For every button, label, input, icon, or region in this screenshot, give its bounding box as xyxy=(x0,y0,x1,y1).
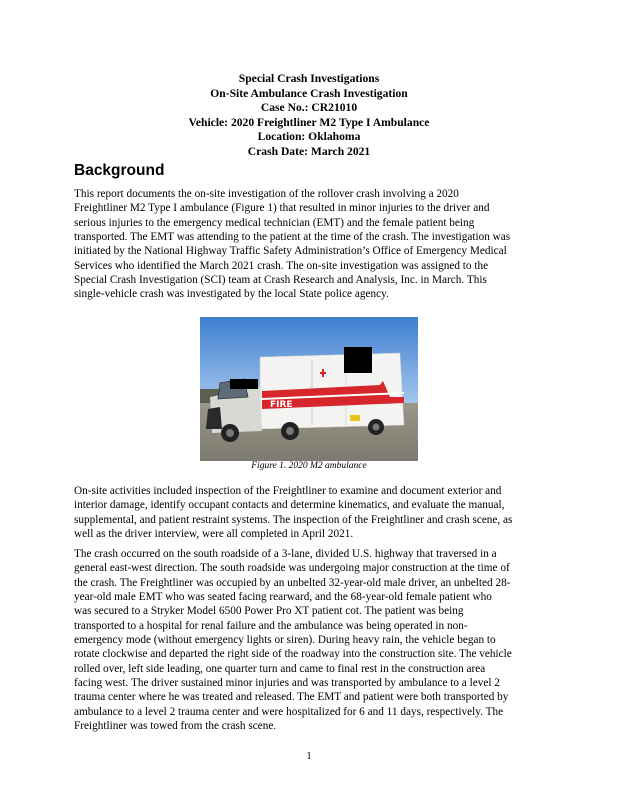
background-paragraph-1 xyxy=(74,187,550,302)
text-line: serious injuries to the emergency medical technician (EMT) and the female patient being xyxy=(74,216,475,229)
text-line: The crash occurred on the south roadside of a 3-lane, divided U.S. highway that traversed in a xyxy=(74,548,497,560)
text-line: rotate clockwise and departed the right side of the roadway into the construction site. The vehicle xyxy=(74,648,512,661)
text-line: On-site activities included inspection of the Freightliner to examine and document exterior and xyxy=(74,485,502,497)
text-line: general east-west direction. The south roadside was undergoing major construction at the time of xyxy=(74,562,510,575)
text-line: well as the driver interview, were all completed in April 2021. xyxy=(74,528,354,541)
report-header xyxy=(0,72,618,159)
text-line: Special Crash Investigation (SCI) team at Crash Research and Analysis, Inc. in March. This xyxy=(74,274,487,287)
text-line: Freightliner was towed from the crash scene. xyxy=(74,720,277,733)
text-line: interior damage, identify occupant contacts and determine kinematics, and evaluate the manual, xyxy=(74,499,505,512)
figure-ambulance-photo xyxy=(200,317,418,461)
text-line: facing west. The driver sustained minor injuries and was transported by ambulance to a level 2 xyxy=(74,677,500,690)
header-program: Special Crash Investigations xyxy=(238,72,380,85)
header-location: Location: Oklahoma xyxy=(257,130,361,143)
header-vehicle: Vehicle: 2020 Freightliner M2 Type I Ambulance xyxy=(188,115,430,129)
text-line: trauma center where he was treated and released. The EMT and patient were both transported by xyxy=(74,691,509,704)
text-line: emergency mode (without emergency lights or siren). During heavy rain, the vehicle began to xyxy=(74,634,496,647)
text-line: rolled over, left side leading, one quarter turn and came to final rest in the construction area xyxy=(74,662,486,675)
ambulance-photo-illustration xyxy=(200,317,418,461)
vehicle-lettering: FIRE xyxy=(270,400,293,410)
text-line: ambulance to a level 2 trauma center and were hospitalized for 6 and 11 days, respectively. The xyxy=(74,705,504,718)
text-line: year-old male EMT who was seated facing rearward, and the 68-year-old female patient who xyxy=(74,591,492,604)
text-line: was secured to a Stryker Model 6500 Power Pro XT patient cot. The patient was being xyxy=(74,605,464,618)
background-paragraph-3 xyxy=(74,547,550,733)
text-line: Services who identified the March 2021 crash. The on-site investigation was assigned to the xyxy=(74,259,489,272)
header-crash-date: Crash Date: March 2021 xyxy=(247,144,371,158)
text-line: initiated by the National Highway Traffic Safety Administration’s Office of Emergency Medical xyxy=(74,245,507,258)
section-heading-background: Background xyxy=(74,162,165,179)
text-line: the crash. The Freightliner was occupied by an unbelted 32-year-old male driver, an unbelted 28- xyxy=(74,576,511,589)
page-number: 1 xyxy=(306,750,312,762)
text-line: supplemental, and patient restraint systems. The inspection of the Freightliner and crash scene, as xyxy=(74,513,513,526)
header-title: On-Site Ambulance Crash Investigation xyxy=(210,86,408,100)
header-case-number: Case No.: CR21010 xyxy=(260,101,358,114)
text-line: transported. The EMT was attending to the patient at the time of the crash. The investigation was xyxy=(74,231,511,244)
text-line: This report documents the on-site investigation of the rollover crash involving a 2020 xyxy=(74,188,459,200)
text-line: Freightliner M2 Type I ambulance (Figure 1) that resulted in minor injuries to the driver and xyxy=(74,202,490,215)
background-paragraph-2 xyxy=(74,484,550,541)
text-line: single-vehicle crash was investigated by the local State police agency. xyxy=(74,288,389,301)
text-line: transported to a hospital for renal failure and the ambulance was being operated in non- xyxy=(74,619,468,632)
figure-caption: Figure 1. 2020 M2 ambulance xyxy=(251,461,367,471)
